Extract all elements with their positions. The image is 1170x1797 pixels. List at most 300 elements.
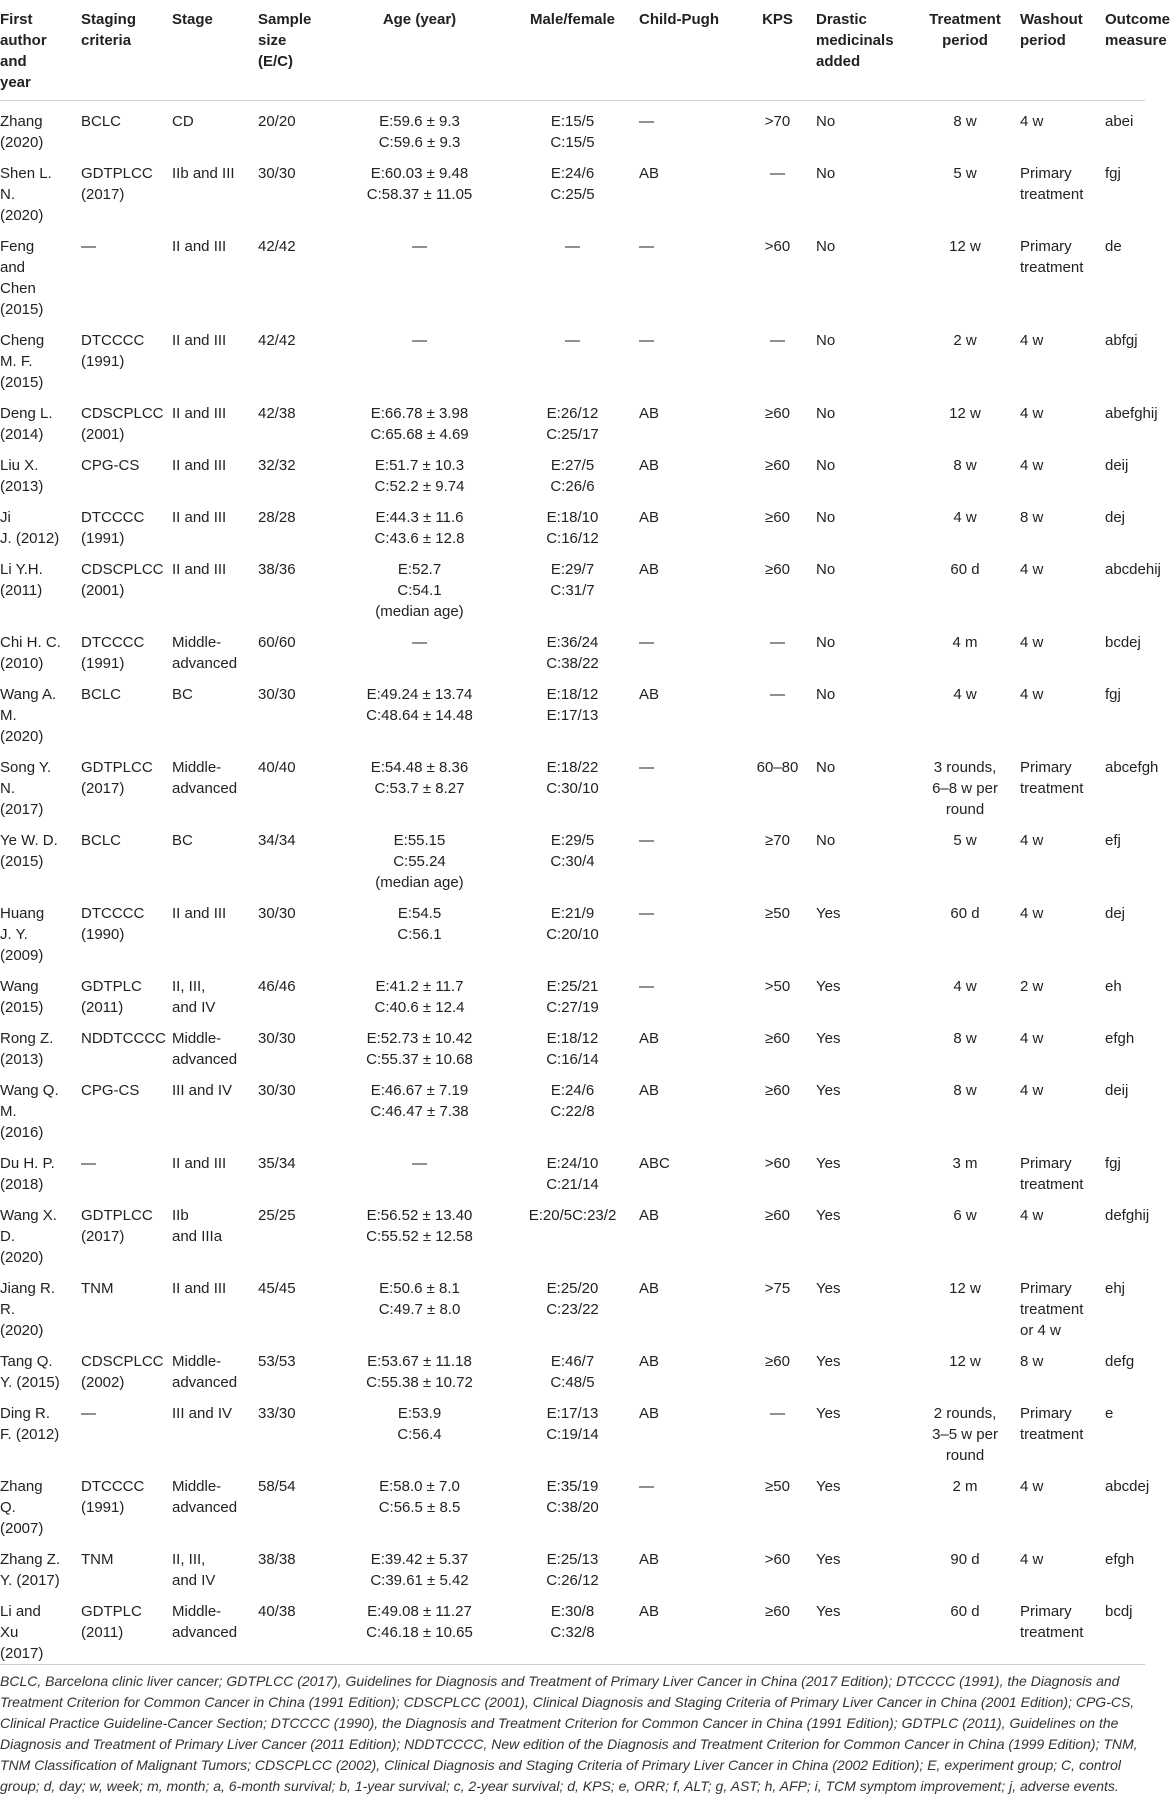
cell-age <box>329 1591 510 1664</box>
cell-text: Li Y.H. (2011) <box>0 560 43 599</box>
cell-child-pugh <box>635 1466 743 1539</box>
cell-text: DTCCCC (1991) <box>81 508 145 547</box>
cell-washout-period <box>1016 393 1101 445</box>
table-row <box>0 1539 1145 1591</box>
cell-washout-period <box>1016 1341 1101 1393</box>
cell-text: fgj <box>1105 164 1121 182</box>
cell-text: AB <box>639 560 660 578</box>
cell-author-year <box>0 1341 77 1393</box>
cell-text: AB <box>639 404 660 422</box>
cell-child-pugh <box>635 1341 743 1393</box>
cell-text: E:54.48 ± 8.36 C:53.7 ± 8.27 <box>370 758 469 797</box>
cell-age <box>329 1018 510 1070</box>
cell-male-female <box>510 622 635 674</box>
cell-sample-size <box>254 893 329 966</box>
cell-outcome-measure <box>1101 674 1145 747</box>
cell-text: 6 w <box>953 1206 977 1224</box>
cell-outcome-measure <box>1101 1070 1145 1143</box>
cell-text: II and III <box>172 560 227 578</box>
cell-sample-size <box>254 1393 329 1466</box>
cell-male-female <box>510 1591 635 1664</box>
cell-text: >75 <box>764 1279 791 1297</box>
cell-treatment-period <box>914 1018 1016 1070</box>
cell-age <box>329 1070 510 1143</box>
cell-text: 4 w <box>1020 456 1044 474</box>
cell-text: ≥50 <box>765 1477 790 1495</box>
cell-age <box>329 747 510 820</box>
cell-kps <box>743 1591 812 1664</box>
cell-author-year <box>0 1070 77 1143</box>
cell-age <box>329 1268 510 1341</box>
cell-washout-period <box>1016 1539 1101 1591</box>
cell-text: II and III <box>172 404 227 422</box>
cell-text: 30/30 <box>258 164 296 182</box>
cell-age <box>329 893 510 966</box>
cell-text: — <box>770 1404 785 1422</box>
cell-text: 4 w <box>1020 112 1044 130</box>
cell-text: 60 d <box>950 904 980 922</box>
cell-washout-period <box>1016 1393 1101 1466</box>
cell-washout-period <box>1016 1268 1101 1341</box>
cell-age <box>329 445 510 497</box>
cell-treatment-period <box>914 966 1016 1018</box>
cell-kps <box>743 1143 812 1195</box>
cell-text: Ye W. D. (2015) <box>0 831 58 870</box>
cell-child-pugh <box>635 497 743 549</box>
cell-stage <box>168 1539 254 1591</box>
cell-text: 35/34 <box>258 1154 296 1172</box>
cell-text: E:26/12 C:25/17 <box>546 404 599 443</box>
cell-text: BCLC <box>81 685 122 703</box>
cell-male-female <box>510 893 635 966</box>
cell-text: E:53.67 ± 11.18 C:55.38 ± 10.72 <box>366 1352 473 1391</box>
cell-text: >60 <box>764 1550 791 1568</box>
cell-text: No <box>816 331 836 349</box>
table-row <box>0 1195 1145 1268</box>
cell-text: 45/45 <box>258 1279 296 1297</box>
cell-staging-criteria <box>77 497 168 549</box>
cell-washout-period <box>1016 966 1101 1018</box>
cell-kps <box>743 1070 812 1143</box>
cell-text: AB <box>639 1081 660 1099</box>
cell-drastic-medicinals <box>812 1341 914 1393</box>
cell-staging-criteria <box>77 966 168 1018</box>
cell-text: 2 w <box>1020 977 1044 995</box>
cell-text: Middle- advanced <box>172 758 238 797</box>
cell-drastic-medicinals <box>812 1018 914 1070</box>
cell-text: 4 w <box>1020 560 1044 578</box>
cell-child-pugh <box>635 320 743 393</box>
cell-text: Li and Xu (2017) <box>0 1602 44 1662</box>
cell-child-pugh <box>635 1143 743 1195</box>
cell-text: Yes <box>816 1029 841 1047</box>
cell-child-pugh <box>635 226 743 320</box>
cell-sample-size <box>254 820 329 893</box>
cell-text: No <box>816 112 836 130</box>
table-row <box>0 445 1145 497</box>
cell-staging-criteria <box>77 893 168 966</box>
cell-treatment-period <box>914 622 1016 674</box>
cell-text: E:27/5 C:26/6 <box>550 456 595 495</box>
cell-drastic-medicinals <box>812 747 914 820</box>
cell-washout-period <box>1016 674 1101 747</box>
cell-text: — <box>639 904 654 922</box>
cell-text: — <box>770 685 785 703</box>
cell-text: E:52.73 ± 10.42 C:55.37 ± 10.68 <box>366 1029 473 1068</box>
cell-kps <box>743 153 812 226</box>
cell-text: No <box>816 831 836 849</box>
cell-treatment-period <box>914 893 1016 966</box>
cell-text: E:54.5 C:56.1 <box>397 904 442 943</box>
cell-text: IIb and IIIa <box>172 1206 223 1245</box>
cell-drastic-medicinals <box>812 549 914 622</box>
cell-male-female <box>510 1341 635 1393</box>
cell-outcome-measure <box>1101 747 1159 820</box>
cell-text: efgh <box>1105 1550 1135 1568</box>
cell-text: No <box>816 508 836 526</box>
cell-drastic-medicinals <box>812 226 914 320</box>
cell-text: 40/38 <box>258 1602 296 1620</box>
cell-text: II and III <box>172 1279 227 1297</box>
cell-text: 4 w <box>1020 1081 1044 1099</box>
table-row <box>0 1341 1145 1393</box>
cell-stage <box>168 820 254 893</box>
cell-staging-criteria <box>77 674 168 747</box>
cell-text: DTCCCC (1991) <box>81 633 145 672</box>
cell-text: 2 m <box>952 1477 978 1495</box>
cell-text: Du H. P. (2018) <box>0 1154 55 1193</box>
cell-text: E:44.3 ± 11.6 C:43.6 ± 12.8 <box>374 508 465 547</box>
cell-stage <box>168 320 254 393</box>
cell-text: 5 w <box>953 831 977 849</box>
cell-text: No <box>816 560 836 578</box>
cell-text: defg <box>1105 1352 1135 1370</box>
cell-male-female <box>510 1268 635 1341</box>
column-header-label: Child-Pugh <box>639 11 719 28</box>
cell-text: GDTPLCC (2017) <box>81 758 153 797</box>
cell-text: Middle- advanced <box>172 1477 238 1516</box>
cell-author-year <box>0 549 77 622</box>
cell-text: 20/20 <box>258 112 296 130</box>
cell-text: — <box>770 633 785 651</box>
cell-drastic-medicinals <box>812 100 914 153</box>
cell-staging-criteria <box>77 1143 168 1195</box>
cell-staging-criteria <box>77 1393 168 1466</box>
cell-text: Yes <box>816 1602 841 1620</box>
cell-washout-period <box>1016 1018 1101 1070</box>
cell-text: — <box>81 1154 96 1172</box>
cell-treatment-period <box>914 153 1016 226</box>
cell-outcome-measure <box>1101 1393 1145 1466</box>
cell-washout-period <box>1016 549 1101 622</box>
cell-text: AB <box>639 456 660 474</box>
cell-text: CD <box>172 112 194 130</box>
column-header-label: Treatment period <box>929 11 1001 49</box>
cell-male-female <box>510 1143 635 1195</box>
table-row <box>0 893 1145 966</box>
cell-text: abefghij <box>1105 404 1158 422</box>
cell-text: ≥60 <box>765 1206 790 1224</box>
cell-text: AB <box>639 1206 660 1224</box>
cell-sample-size <box>254 1539 329 1591</box>
cell-outcome-measure <box>1101 966 1145 1018</box>
cell-stage <box>168 549 254 622</box>
cell-author-year <box>0 1466 77 1539</box>
cell-drastic-medicinals <box>812 1268 914 1341</box>
cell-washout-period <box>1016 1070 1101 1143</box>
cell-male-female <box>510 1070 635 1143</box>
cell-text: Cheng M. F. (2015) <box>0 331 45 391</box>
cell-text: 4 w <box>1020 1206 1044 1224</box>
cell-staging-criteria <box>77 622 168 674</box>
cell-text: 4 w <box>1020 1477 1044 1495</box>
cell-outcome-measure <box>1101 549 1161 622</box>
cell-text: No <box>816 633 836 651</box>
cell-treatment-period <box>914 320 1016 393</box>
cell-stage <box>168 100 254 153</box>
cell-text: Primary treatment <box>1020 1602 1084 1641</box>
cell-text: deij <box>1105 456 1129 474</box>
cell-kps <box>743 622 812 674</box>
cell-outcome-measure <box>1101 100 1145 153</box>
cell-text: AB <box>639 1279 660 1297</box>
cell-treatment-period <box>914 226 1016 320</box>
cell-sample-size <box>254 320 329 393</box>
column-header-label: Male/female <box>529 11 616 28</box>
cell-text: deij <box>1105 1081 1129 1099</box>
cell-text: 2 w <box>953 331 977 349</box>
cell-text: II and III <box>172 1154 227 1172</box>
cell-text: CDSCPLCC (2002) <box>81 1352 164 1391</box>
cell-child-pugh <box>635 747 743 820</box>
cell-text: E:24/6 C:22/8 <box>550 1081 595 1120</box>
cell-outcome-measure <box>1101 497 1145 549</box>
cell-text: ≥60 <box>765 456 790 474</box>
table-row <box>0 747 1145 820</box>
table-row <box>0 549 1145 622</box>
column-header-label: Stage <box>172 11 213 28</box>
cell-author-year <box>0 893 77 966</box>
column-header-label: Sample size (E/C) <box>258 11 312 70</box>
cell-treatment-period <box>914 1268 1016 1341</box>
table-row <box>0 1466 1145 1539</box>
cell-text: 40/40 <box>258 758 296 776</box>
cell-outcome-measure <box>1101 1591 1145 1664</box>
cell-author-year <box>0 226 77 320</box>
cell-staging-criteria <box>77 100 168 153</box>
cell-washout-period <box>1016 100 1101 153</box>
cell-child-pugh <box>635 1539 743 1591</box>
cell-text: Primary treatment <box>1020 237 1084 276</box>
cell-text: 4 m <box>952 633 978 651</box>
cell-stage <box>168 226 254 320</box>
cell-kps <box>743 100 812 153</box>
cell-text: E:25/13 C:26/12 <box>546 1550 599 1589</box>
cell-text: E:35/19 C:38/20 <box>546 1477 599 1516</box>
cell-kps <box>743 497 812 549</box>
cell-text: BC <box>172 831 193 849</box>
cell-text: E:29/7 C:31/7 <box>550 560 595 599</box>
cell-kps <box>743 549 812 622</box>
column-header-age <box>329 0 510 100</box>
cell-text: dej <box>1105 904 1126 922</box>
cell-text: E:20/5C:23/2 <box>528 1206 617 1224</box>
cell-sample-size <box>254 226 329 320</box>
cell-washout-period <box>1016 622 1101 674</box>
cell-outcome-measure <box>1101 1143 1145 1195</box>
cell-text: >70 <box>764 112 791 130</box>
cell-outcome-measure <box>1101 445 1145 497</box>
cell-text: ≥70 <box>765 831 790 849</box>
cell-age <box>329 497 510 549</box>
cell-sample-size <box>254 445 329 497</box>
cell-text: dej <box>1105 508 1126 526</box>
cell-author-year <box>0 1539 77 1591</box>
cell-staging-criteria <box>77 1268 168 1341</box>
cell-text: abcdej <box>1105 1477 1150 1495</box>
cell-age <box>329 674 510 747</box>
cell-kps <box>743 893 812 966</box>
cell-sample-size <box>254 1591 329 1664</box>
cell-washout-period <box>1016 893 1101 966</box>
cell-sample-size <box>254 622 329 674</box>
cell-text: 4 w <box>1020 685 1044 703</box>
cell-author-year <box>0 320 77 393</box>
table-row <box>0 226 1145 320</box>
cell-staging-criteria <box>77 1195 168 1268</box>
cell-male-female <box>510 445 635 497</box>
column-header-label: Age (year) <box>382 11 457 28</box>
cell-stage <box>168 966 254 1018</box>
cell-text: No <box>816 164 836 182</box>
cell-text: E:15/5 C:15/5 <box>550 112 595 151</box>
cell-author-year <box>0 1195 77 1268</box>
cell-text: 8 w <box>953 1081 977 1099</box>
cell-text: — <box>639 112 654 130</box>
cell-treatment-period <box>914 1591 1016 1664</box>
column-header-label: Washout period <box>1020 11 1083 49</box>
cell-text: E:52.7 C:54.1 (median age) <box>375 560 464 620</box>
cell-text: 42/38 <box>258 404 296 422</box>
cell-author-year <box>0 1591 77 1664</box>
cell-sample-size <box>254 497 329 549</box>
cell-child-pugh <box>635 1070 743 1143</box>
cell-stage <box>168 1591 254 1664</box>
cell-stage <box>168 497 254 549</box>
cell-text: 8 w <box>953 1029 977 1047</box>
cell-text: 30/30 <box>258 1081 296 1099</box>
cell-sample-size <box>254 1466 329 1539</box>
cell-text: DTCCCC (1991) <box>81 1477 145 1516</box>
cell-text: — <box>412 633 427 651</box>
cell-text: 90 d <box>950 1550 980 1568</box>
cell-sample-size <box>254 1341 329 1393</box>
column-header-stage <box>168 0 254 100</box>
column-header-drastic-medicinals <box>812 0 914 100</box>
cell-text: BCLC <box>81 831 122 849</box>
cell-drastic-medicinals <box>812 153 914 226</box>
cell-drastic-medicinals <box>812 1591 914 1664</box>
cell-text: 38/38 <box>258 1550 296 1568</box>
cell-text: E:49.24 ± 13.74 C:48.64 ± 14.48 <box>366 685 473 724</box>
cell-text: 60–80 <box>756 758 799 776</box>
cell-outcome-measure <box>1101 1018 1145 1070</box>
cell-text: 60 d <box>950 1602 980 1620</box>
cell-staging-criteria <box>77 820 168 893</box>
cell-stage <box>168 153 254 226</box>
cell-text: abcdehij <box>1105 560 1161 578</box>
cell-text: AB <box>639 164 660 182</box>
cell-washout-period <box>1016 445 1101 497</box>
cell-treatment-period <box>914 1466 1016 1539</box>
cell-author-year <box>0 622 77 674</box>
cell-text: 42/42 <box>258 237 296 255</box>
table-row <box>0 1018 1145 1070</box>
cell-drastic-medicinals <box>812 1070 914 1143</box>
cell-text: No <box>816 404 836 422</box>
cell-text: E:49.08 ± 11.27 C:46.18 ± 10.65 <box>366 1602 473 1641</box>
cell-age <box>329 1341 510 1393</box>
cell-text: ≥60 <box>765 560 790 578</box>
cell-text: abfgj <box>1105 331 1138 349</box>
cell-text: Wang A. M. (2020) <box>0 685 57 745</box>
cell-text: Zhang (2020) <box>0 112 44 151</box>
cell-male-female <box>510 1195 635 1268</box>
cell-text: 4 w <box>953 977 977 995</box>
cell-text: 4 w <box>1020 904 1044 922</box>
cell-text: E:59.6 ± 9.3 C:59.6 ± 9.3 <box>378 112 461 151</box>
cell-treatment-period <box>914 549 1016 622</box>
cell-text: II, III, and IV <box>172 1550 216 1589</box>
cell-text: 8 w <box>1020 508 1044 526</box>
cell-text: 12 w <box>949 237 981 255</box>
cell-text: 4 w <box>1020 1550 1044 1568</box>
column-header-label: KPS <box>762 11 793 28</box>
cell-age <box>329 549 510 622</box>
cell-text: 53/53 <box>258 1352 296 1370</box>
cell-kps <box>743 1268 812 1341</box>
cell-stage <box>168 1070 254 1143</box>
cell-text: — <box>412 1154 427 1172</box>
cell-male-female <box>510 747 635 820</box>
cell-outcome-measure <box>1101 393 1158 445</box>
cell-child-pugh <box>635 153 743 226</box>
cell-outcome-measure <box>1101 1539 1145 1591</box>
cell-author-year <box>0 966 77 1018</box>
cell-text: CDSCPLCC (2001) <box>81 404 164 443</box>
cell-text: 28/28 <box>258 508 296 526</box>
cell-treatment-period <box>914 445 1016 497</box>
cell-text: 58/54 <box>258 1477 296 1495</box>
cell-text: 8 w <box>953 456 977 474</box>
cell-text: E:53.9 C:56.4 <box>397 1404 442 1443</box>
cell-text: Wang X. D. (2020) <box>0 1206 57 1266</box>
cell-text: Primary treatment <box>1020 1154 1084 1193</box>
cell-text: E:18/10 C:16/12 <box>546 508 599 547</box>
cell-staging-criteria <box>77 1070 168 1143</box>
table-row <box>0 1143 1145 1195</box>
cell-text: II and III <box>172 456 227 474</box>
cell-washout-period <box>1016 320 1101 393</box>
cell-text: Primary treatment <box>1020 1404 1084 1443</box>
cell-text: 33/30 <box>258 1404 296 1422</box>
cell-child-pugh <box>635 549 743 622</box>
cell-washout-period <box>1016 1591 1101 1664</box>
cell-child-pugh <box>635 1018 743 1070</box>
cell-text: ≥60 <box>765 404 790 422</box>
cell-stage <box>168 1195 254 1268</box>
cell-text: 30/30 <box>258 904 296 922</box>
